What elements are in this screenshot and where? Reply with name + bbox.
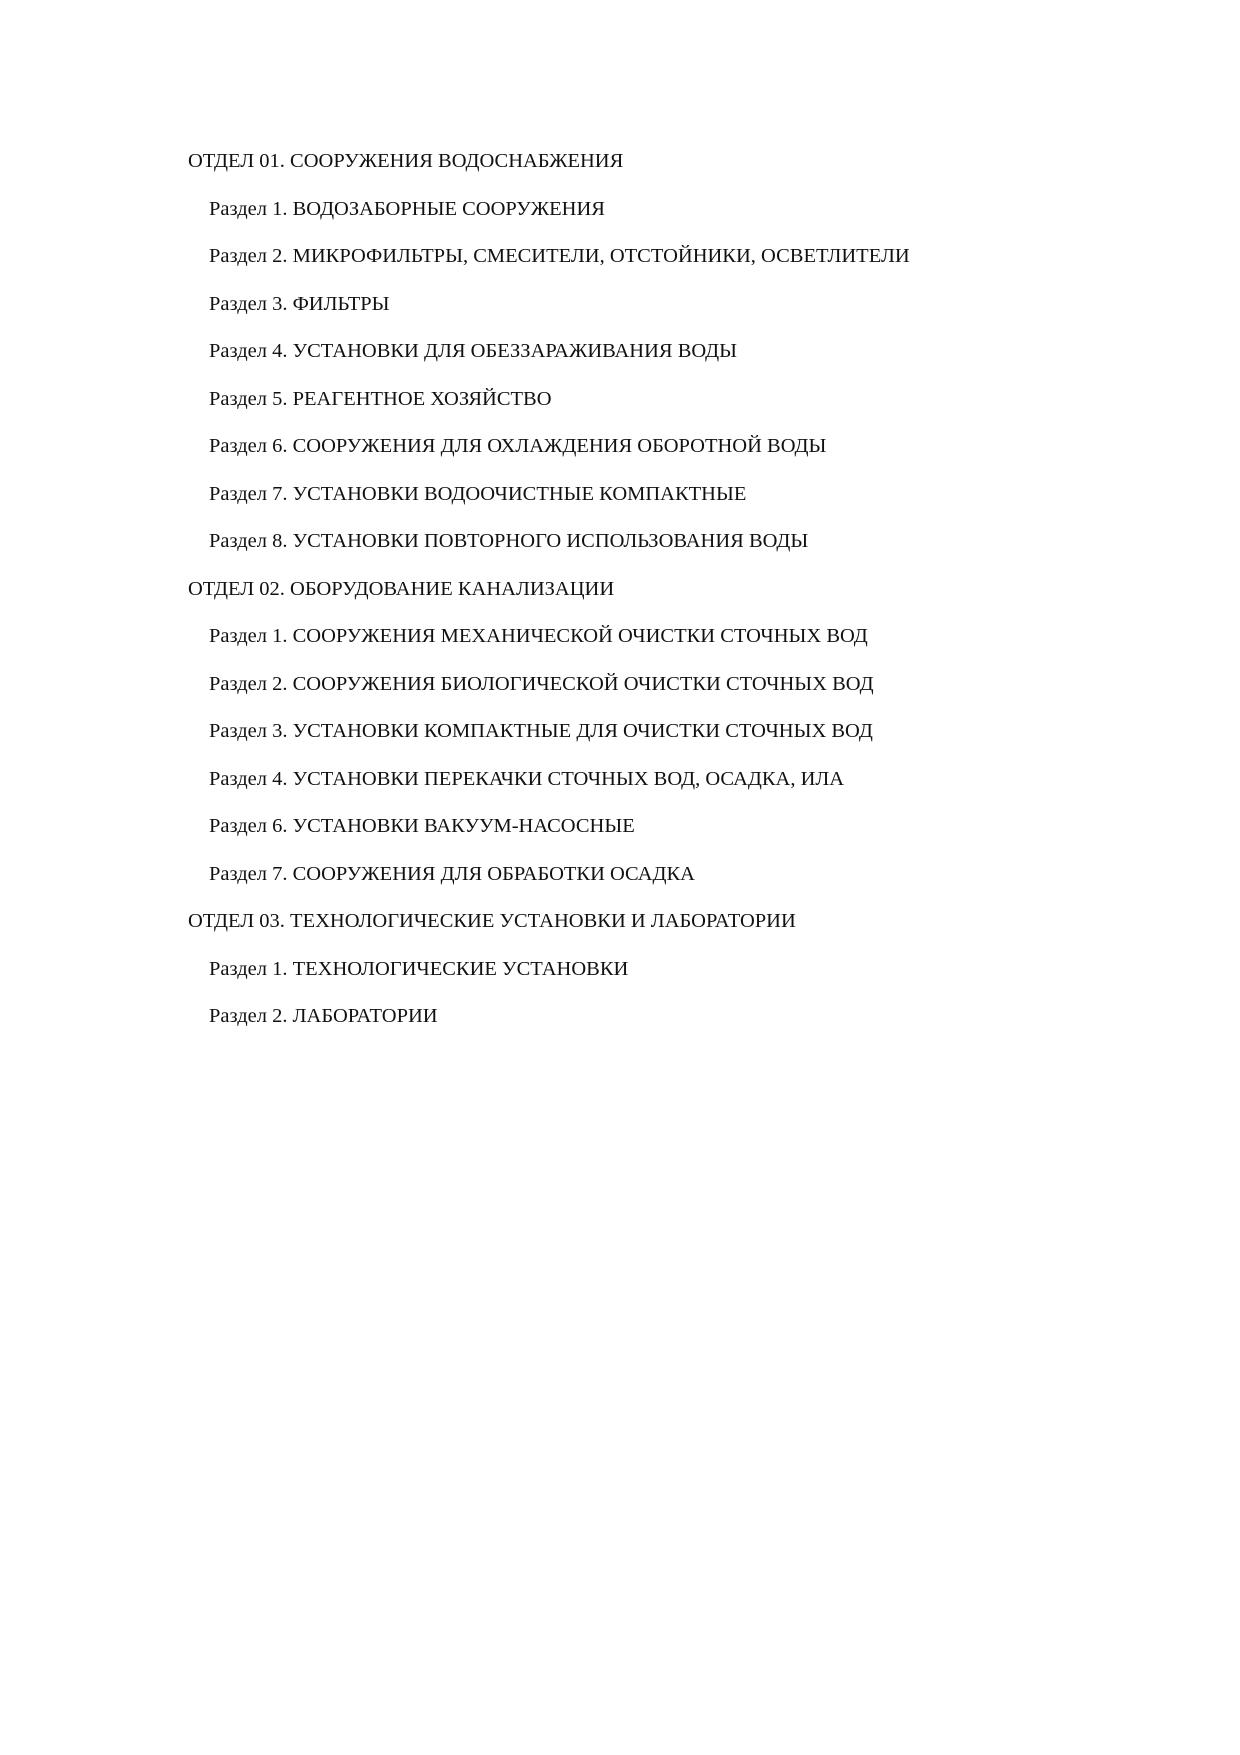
- toc-section-03-1: Раздел 1. ТЕХНОЛОГИЧЕСКИЕ УСТАНОВКИ: [209, 957, 629, 980]
- toc-department-01: ОТДЕЛ 01. СООРУЖЕНИЯ ВОДОСНАБЖЕНИЯ: [188, 150, 624, 172]
- toc-section-01-2: Раздел 2. МИКРОФИЛЬТРЫ, СМЕСИТЕЛИ, ОТСТОЙНИКИ, ОСВЕТЛИТЕЛИ: [209, 245, 910, 267]
- toc-section-01-3: Раздел 3. ФИЛЬТРЫ: [209, 292, 390, 315]
- toc-section-01-4: Раздел 4. УСТАНОВКИ ДЛЯ ОБЕЗЗАРАЖИВАНИЯ ВОДЫ: [209, 340, 738, 362]
- toc-section-02-3: Раздел 3. УСТАНОВКИ КОМПАКТНЫЕ ДЛЯ ОЧИСТКИ СТОЧНЫХ ВОД: [209, 720, 873, 742]
- toc-section-02-1: Раздел 1. СООРУЖЕНИЯ МЕХАНИЧЕСКОЙ ОЧИСТКИ СТОЧНЫХ ВОД: [209, 625, 868, 647]
- toc-section-02-6: Раздел 6. УСТАНОВКИ ВАКУУМ-НАСОСНЫЕ: [209, 815, 635, 837]
- toc-department-03: ОТДЕЛ 03. ТЕХНОЛОГИЧЕСКИЕ УСТАНОВКИ И ЛАБОРАТОРИИ: [188, 910, 796, 932]
- toc-section-02-2: Раздел 2. СООРУЖЕНИЯ БИОЛОГИЧЕСКОЙ ОЧИСТКИ СТОЧНЫХ ВОД: [209, 672, 874, 695]
- toc-section-01-8: Раздел 8. УСТАНОВКИ ПОВТОРНОГО ИСПОЛЬЗОВАНИЯ ВОДЫ: [209, 530, 809, 552]
- toc-section-01-7: Раздел 7. УСТАНОВКИ ВОДООЧИСТНЫЕ КОМПАКТНЫЕ: [209, 482, 747, 505]
- toc-department-02: ОТДЕЛ 02. ОБОРУДОВАНИЕ КАНАЛИЗАЦИИ: [188, 577, 615, 600]
- toc-section-01-5: Раздел 5. РЕАГЕНТНОЕ ХОЗЯЙСТВО: [209, 387, 552, 410]
- toc-section-01-6: Раздел 6. СООРУЖЕНИЯ ДЛЯ ОХЛАЖДЕНИЯ ОБОРОТНОЙ ВОДЫ: [209, 435, 827, 457]
- toc-section-02-4: Раздел 4. УСТАНОВКИ ПЕРЕКАЧКИ СТОЧНЫХ ВОД, ОСАДКА, ИЛА: [209, 767, 845, 790]
- table-of-contents: [188, 147, 1168, 1050]
- toc-section-01-1: Раздел 1. ВОДОЗАБОРНЫЕ СООРУЖЕНИЯ: [209, 197, 605, 220]
- toc-section-03-2: Раздел 2. ЛАБОРАТОРИИ: [209, 1005, 438, 1027]
- toc-section-02-7: Раздел 7. СООРУЖЕНИЯ ДЛЯ ОБРАБОТКИ ОСАДКА: [209, 862, 695, 885]
